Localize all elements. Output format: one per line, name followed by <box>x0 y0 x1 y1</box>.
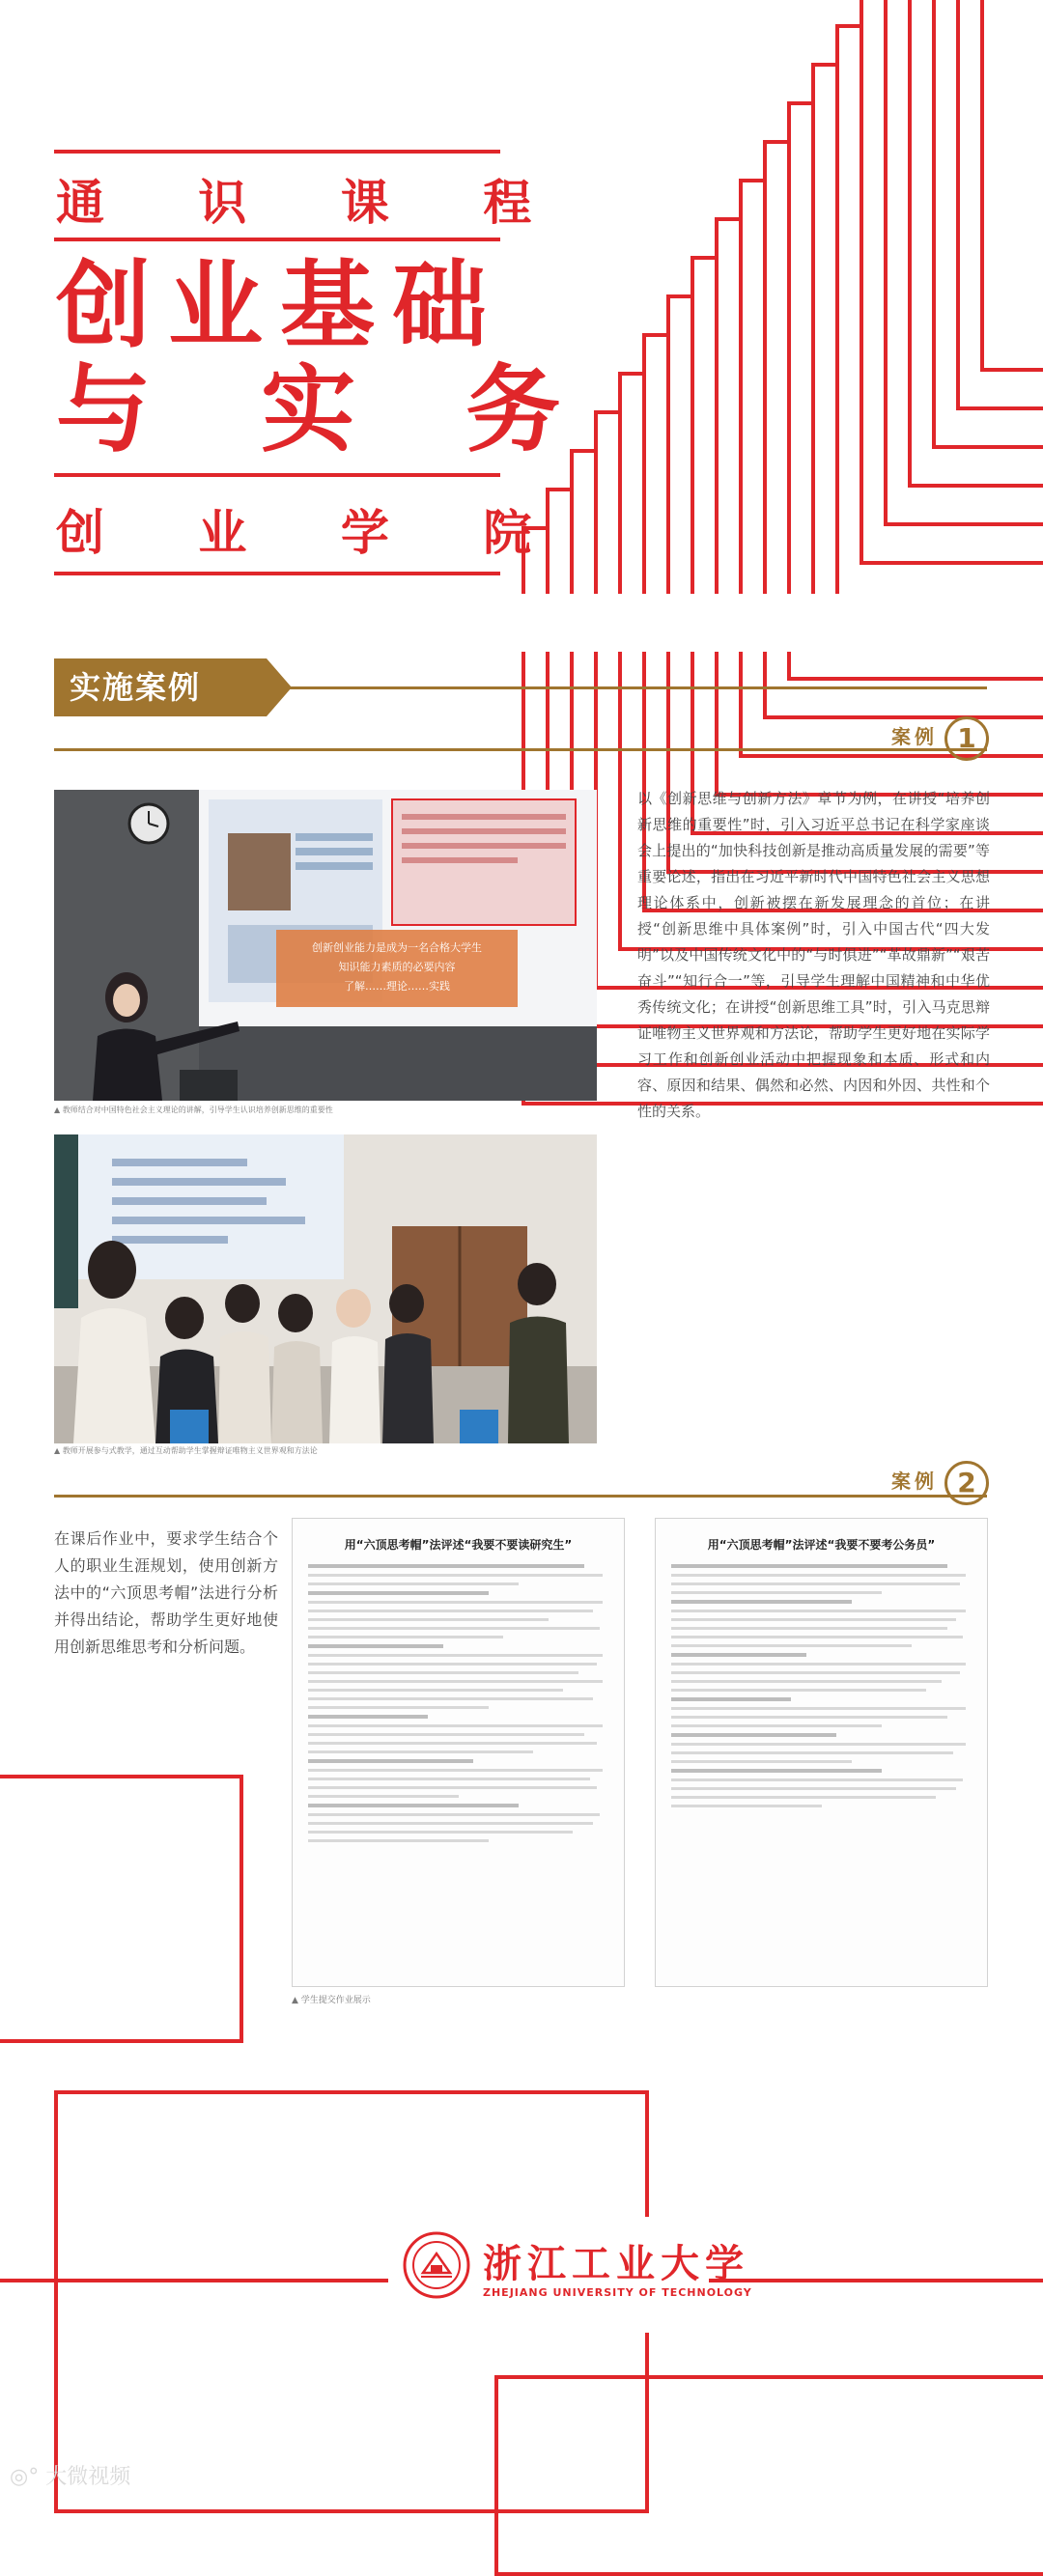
screen-line-3: 了解……理论……实践 <box>344 980 450 993</box>
documents-caption-text: 学生提交作业展示 <box>300 1996 371 2005</box>
documents-caption: ▲ 学生提交作业展示 <box>292 1996 371 2005</box>
university-seal-svg <box>402 2230 471 2300</box>
university-seal-icon <box>402 2230 471 2300</box>
decorative-frame-1 <box>0 1775 243 2043</box>
homework-document-1-title: 用“六顶思考帽”法评述“我要不要读研究生” <box>344 1538 573 1552</box>
university-name-cn: 浙江工业大学 <box>483 2241 749 2286</box>
homework-document-2-title: 用“六顶思考帽”法评述“我要不要考公务员” <box>707 1538 936 1552</box>
case2-rule <box>54 1495 987 1498</box>
watermark-text: 大微视频 <box>45 2465 131 2489</box>
section-banner <box>54 658 267 716</box>
classroom-photo-2 <box>54 1134 597 1443</box>
photo2-caption-text: 教师开展参与式教学，通过互动帮助学生掌握辩证唯物主义世界观和方法论 <box>62 1446 318 1455</box>
photo1-caption: ▲ 教师结合对中国特色社会主义理论的讲解，引导学生认识培养创新思维的重要性 <box>54 1106 333 1114</box>
course-title-line1: 创业基础 <box>56 251 505 361</box>
title-rule-3 <box>54 473 500 477</box>
watermark-icon: ◎° <box>10 2465 40 2489</box>
homework-document-2 <box>655 1518 988 1987</box>
homework-document-1 <box>292 1518 625 1987</box>
case2-label: 案例 <box>891 1470 938 1493</box>
case2-number: 2 <box>944 1461 989 1505</box>
case2-body-text: 在课后作业中，要求学生结合个人的职业生涯规划，使用创新方法中的“六顶思考帽”法进行分析并得出结论，帮助学生更好地使用创新思维思考和分析问题。 <box>54 1529 278 1656</box>
classroom-photo-1-illustration <box>54 790 597 1101</box>
decorative-frame-4 <box>494 2375 1043 2576</box>
watermark <box>10 2460 130 2490</box>
title-rule-2 <box>54 238 500 241</box>
course-title-line2: 与 实 务 <box>56 355 600 465</box>
section-banner-text: 实施案例 <box>70 669 202 706</box>
classroom-photo-2-illustration <box>54 1134 597 1443</box>
photo1-caption-text: 教师结合对中国特色社会主义理论的讲解，引导学生认识培养创新思维的重要性 <box>62 1106 333 1114</box>
case1-number: 1 <box>944 716 989 761</box>
case1-rule <box>54 748 987 751</box>
section-rule <box>261 686 987 689</box>
title-rule-bottom <box>54 572 500 575</box>
course-type-label: 通 识 课 程 <box>56 175 571 231</box>
screen-line-1: 创新创业能力是成为一名合格大学生 <box>312 941 482 954</box>
title-rule-top <box>54 150 500 154</box>
case1-body-text: 以《创新思维与创新方法》章节为例，在讲授“培养创新思维的重要性”时，引入习近平总书记在科学家座谈会上提出的“加快科技创新是推动高质量发展的需要”等重要论述，指出在习近平新时代中国特色社会主义思想理论体系中，创新被摆在新发展理念的首位；在讲授“创新思维中具体案例”时，引入中国古代“四大发明”以及中国传统文化中的“与时俱进”“革故鼎新”“艰苦奋斗”“知行合一”等，引导学生理解中国精神和中华优秀传统文化；在讲授“创新思维工具”时，引入马克思辩证唯物主义世界观和方法论，帮助学生更好地在实际学习工作和创新创业活动中把握现象和本质、形式和内容、原因和结果、偶然和必然、内因和外因、共性和个性的关系。 <box>637 790 990 1120</box>
photo2-caption: ▲ 教师开展参与式教学，通过互动帮助学生掌握辩证唯物主义世界观和方法论 <box>54 1446 318 1455</box>
college-name: 创 业 学 院 <box>56 505 571 561</box>
case1-label: 案例 <box>891 725 938 748</box>
university-name-en: ZHEJIANG UNIVERSITY OF TECHNOLOGY <box>483 2286 752 2299</box>
screen-line-2: 知识能力素质的必要内容 <box>338 961 456 973</box>
classroom-photo-1 <box>54 790 597 1101</box>
